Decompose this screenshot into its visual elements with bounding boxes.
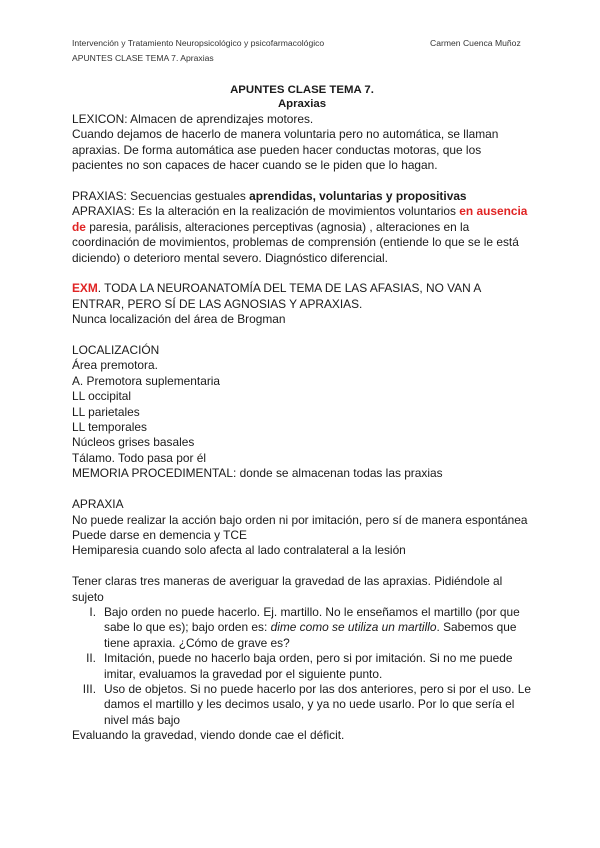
localizacion-item: LL parietales bbox=[72, 404, 140, 419]
title-line-2: Apraxias bbox=[277, 98, 327, 110]
gravedad-list bbox=[72, 605, 532, 728]
localizacion-heading: LOCALIZACIÓN bbox=[72, 343, 160, 358]
apraxias-rest: paresia, parálisis, alteraciones perceptivas (agnosia) , alteraciones en la coordinación de movimientos, problemas de comprensión (entiende lo que se le está diciendo) o deterioro mental severo. Diagnóstico diferencial. bbox=[72, 219, 519, 265]
title-line-1: APUNTES CLASE TEMA 7. bbox=[230, 84, 374, 96]
header-subtitle: APUNTES CLASE TEMA 7. Apraxias bbox=[72, 53, 214, 63]
localizacion-item: Núcleos grises basales bbox=[72, 435, 195, 450]
apraxias-definition bbox=[72, 204, 532, 266]
gravedad-intro: Tener claras tres maneras de averiguar la gravedad de las apraxias. Pidiéndole al sujeto bbox=[72, 574, 503, 604]
exam-note bbox=[72, 281, 532, 312]
list-text: Uso de objetos. Si no puede hacerlo por las dos anteriores, pero si por el uso. Le damos el martillo y les decimos usalo, y ya no uede usarlo. Por lo que sería el nivel más bajo bbox=[104, 681, 532, 727]
gravedad-list-item bbox=[72, 682, 532, 728]
list-text: Bajo orden no puede hacerlo. Ej. martillo. No le enseñamos el martillo (por que sabe lo que es); bajo orden es: bbox=[104, 604, 520, 635]
praxias-bold: aprendidas, voluntarias y propositivas bbox=[249, 189, 467, 204]
apraxias-prefix: APRAXIAS: Es la alteración en la realización de movimientos voluntarios bbox=[72, 204, 460, 219]
gravedad-conclusion: Evaluando la gravedad, viendo donde cae el déficit. bbox=[72, 728, 345, 743]
gravedad-list-item bbox=[72, 605, 532, 651]
exam-text: . TODA LA NEUROANATOMÍA DEL TEMA DE LAS AFASIAS, NO VAN A ENTRAR, PERO SÍ DE LAS AGNOSIAS Y APRAXIAS. bbox=[72, 281, 481, 311]
localizacion-item: A. Premotora suplementaria bbox=[72, 373, 221, 388]
document-title bbox=[72, 83, 532, 111]
header-course: Intervención y Tratamiento Neuropsicológico y psicofarmacológico bbox=[72, 38, 325, 48]
list-numeral: III. bbox=[82, 681, 96, 696]
exam-label: EXM bbox=[72, 281, 98, 296]
header-author: Carmen Cuenca Muñoz bbox=[430, 38, 521, 48]
praxias-prefix: PRAXIAS: Secuencias gestuales bbox=[72, 189, 250, 204]
localizacion-item: Tálamo. Todo pasa por él bbox=[72, 450, 206, 465]
document-body bbox=[72, 112, 532, 744]
localizacion-item: LL occipital bbox=[72, 389, 132, 404]
list-after: . Sabemos que tiene apraxia. ¿Cómo de grave es? bbox=[104, 620, 517, 650]
praxias-definition bbox=[72, 189, 532, 204]
exam-localization-note: Nunca localización del área de Brogman bbox=[72, 312, 286, 327]
apraxia-heading: APRAXIA bbox=[72, 497, 124, 512]
localizacion-item: Área premotora. bbox=[72, 358, 158, 373]
apraxias-highlight: en ausencia de bbox=[72, 204, 528, 234]
gravedad-list-item bbox=[72, 651, 532, 682]
lexicon-definition: LEXICON: Almacen de aprendizajes motores. bbox=[72, 112, 314, 126]
apraxia-item: Hemiparesia cuando solo afecta al lado contralateral a la lesión bbox=[72, 543, 406, 558]
apraxia-item: No puede realizar la acción bajo orden ni por imitación, pero sí de manera espontánea bbox=[72, 512, 528, 527]
list-text: Imitación, puede no hacerlo baja orden, pero si por imitación. Si no me puede imitar, evaluamos la gravedad por el siguiente punto. bbox=[104, 651, 513, 681]
list-italic: dime como se utiliza un martillo bbox=[270, 620, 437, 635]
localizacion-item: MEMORIA PROCEDIMENTAL: donde se almacenan todas las praxias bbox=[72, 466, 443, 481]
lexicon-text: Cuando dejamos de hacerlo de manera voluntaria pero no automática, se llaman apraxias. De forma automática ase pueden hacer conductas motoras, que los pacientes no son capaces de hacer cuando se le piden que lo hagan. bbox=[72, 127, 499, 173]
localizacion-item: LL temporales bbox=[72, 420, 147, 435]
list-numeral: I. bbox=[89, 604, 96, 619]
list-numeral: II. bbox=[86, 651, 96, 666]
apraxia-item: Puede darse en demencia y TCE bbox=[72, 527, 247, 542]
